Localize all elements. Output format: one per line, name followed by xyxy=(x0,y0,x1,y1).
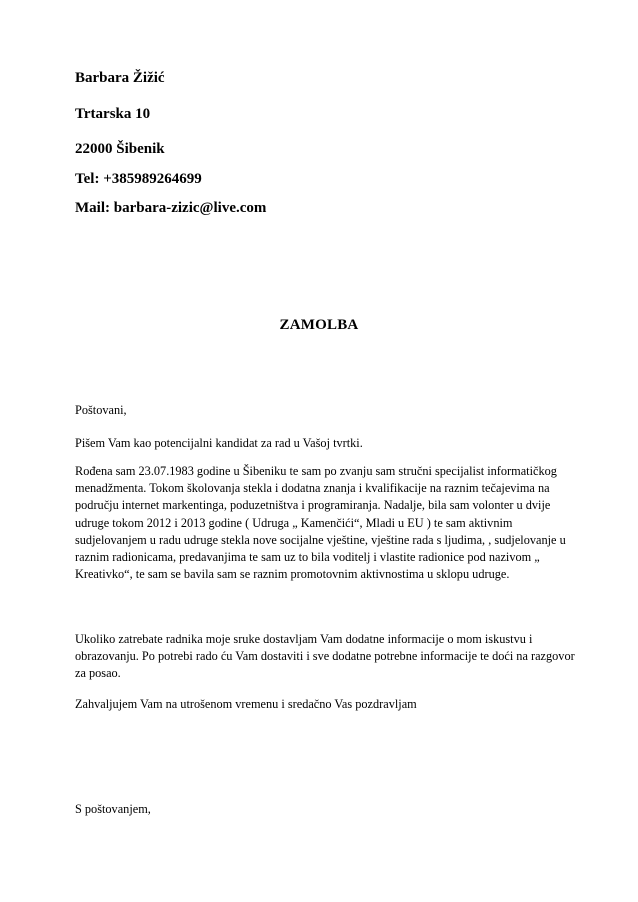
paragraph-line: za posao. xyxy=(75,666,121,681)
intro-sentence: Pišem Vam kao potencijalni kandidat za rad u Vašoj tvrtki. xyxy=(75,436,363,450)
sender-phone: Tel: +385989264699 xyxy=(75,171,202,187)
letter-title: ZAMOLBA xyxy=(279,317,359,333)
paragraph-line: obrazovanju. Po potrebi rado ću Vam dostaviti i sve dodatne potrebne informacije te doći na razgovor xyxy=(75,649,575,664)
paragraph-line: udruge tokom 2012 i 2013 godine ( Udruga „ Kamenčići“, Mladi u EU ) te sam aktivnim xyxy=(75,515,513,530)
paragraph-line: području internet markentinga, poduzetništva i programiranja. Nadalje, bila sam volonter u dvije xyxy=(75,498,551,513)
greeting: Poštovani, xyxy=(75,403,127,417)
paragraph-line: sudjelovanjem u radu udruge stekla nove socijalne vještine, vještine rada s ljudima, , sudjelovanje u xyxy=(75,532,566,547)
sender-name: Barbara Žižić xyxy=(75,70,165,86)
sender-email: Mail: barbara-zizic@live.com xyxy=(75,200,267,216)
paragraph-line: raznim radionicama, predavanjima te sam uz to bila voditelj i vlastite radionice pod nazivom „ xyxy=(75,550,540,565)
paragraph-availability xyxy=(75,631,575,683)
paragraph-experience xyxy=(75,463,575,583)
paragraph-line: Rođena sam 23.07.1983 godine u Šibeniku te sam po zvanju sam stručni specijalist informatičkog xyxy=(75,464,557,478)
paragraph-line: Kreativko“, te sam se bavila sam se raznim promotovnim aktivnostima u sklopu udruge. xyxy=(75,567,510,582)
sender-city: 22000 Šibenik xyxy=(75,141,165,157)
closing-salutation: S poštovanjem, xyxy=(75,802,151,816)
sender-street: Trtarska 10 xyxy=(75,106,151,122)
thanks-sentence: Zahvaljujem Vam na utrošenom vremenu i sredačno Vas pozdravljam xyxy=(75,697,417,711)
paragraph-line: Ukoliko zatrebate radnika moje sruke dostavljam Vam dodatne informacije o mom iskustvu i xyxy=(75,632,533,646)
paragraph-line: menadžmenta. Tokom školovanja stekla i dodatna znanja i kvalifikacije na raznim tečajevima na xyxy=(75,481,550,496)
